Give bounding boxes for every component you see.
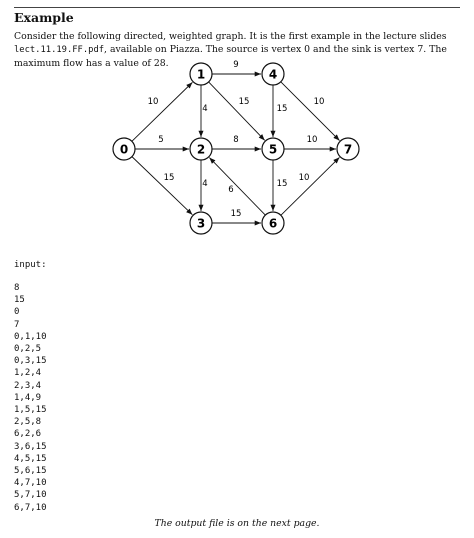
edge-weight-1-5: 15 [238,97,250,107]
input-line: 1,2,4 [14,368,42,379]
input-line: 5,6,15 [14,466,47,477]
edge-weight-0-3: 15 [163,173,175,183]
edge-weight-4-5: 15 [276,104,288,114]
edge-weight-0-2: 5 [158,135,164,145]
input-line: 0 [14,307,20,318]
edge-weight-3-6: 15 [230,209,242,219]
edge-weight-2-5: 8 [233,135,239,145]
node-label-4: 4 [268,67,278,82]
input-line: 0,1,10 [14,331,47,342]
node-label-3: 3 [196,216,206,231]
input-line: 6,7,10 [14,502,47,513]
input-line: 3,6,15 [14,441,47,452]
edge-weight-4-7: 10 [313,97,325,107]
lecture-filename: lect.11.19.FF.pdf [14,45,105,55]
edge-weight-1-4: 9 [233,60,239,70]
input-line: 2,5,8 [14,417,42,428]
node-label-5: 5 [268,142,278,157]
edge-weight-2-3: 4 [202,179,208,189]
input-line: 1,4,9 [14,392,42,403]
input-line: 8 [14,283,20,293]
node-label-1: 1 [196,67,206,82]
node-label-2: 2 [196,142,206,157]
edge-weight-5-7: 10 [306,135,318,145]
input-line: 1,5,15 [14,405,47,416]
section-heading: Example [14,10,74,25]
input-line: 0,2,5 [14,344,42,355]
edge-0-1 [132,82,193,141]
input-lines [14,282,47,514]
input-line: 5,7,10 [14,490,47,501]
input-line: 6,2,6 [14,429,42,440]
footer-note: The output file is on the next page. [154,518,320,529]
edge-6-7 [281,157,340,215]
node-label-0: 0 [119,142,129,157]
edge-weight-6-7: 10 [298,173,310,183]
input-line: 4,7,10 [14,478,47,489]
input-line: 15 [14,295,25,306]
paragraph-text-before: Consider the following directed, weighted graph. It is the first example in the lecture slides [14,31,447,42]
flow-network-graph [0,0,474,250]
paragraph-text-after: , available on Piazza. The source is vertex 0 and the sink is vertex 7. The maximum flow has a value of 28. [14,44,447,69]
edge-weight-6-2: 6 [228,185,234,195]
edge-weight-5-6: 15 [276,179,288,189]
input-label: input: [14,260,47,270]
edge-0-3 [132,157,192,215]
input-line: 0,3,15 [14,356,47,367]
input-line: 4,5,15 [14,453,47,464]
edge-1-5 [209,82,265,140]
input-line: 2,3,4 [14,380,42,391]
node-label-6: 6 [268,216,278,231]
edge-weight-1-2: 4 [202,104,208,114]
edge-weight-0-1: 10 [147,97,159,107]
edge-4-7 [281,82,340,141]
node-label-7: 7 [343,142,353,157]
input-line: 7 [14,319,20,330]
edge-6-2 [209,158,265,216]
